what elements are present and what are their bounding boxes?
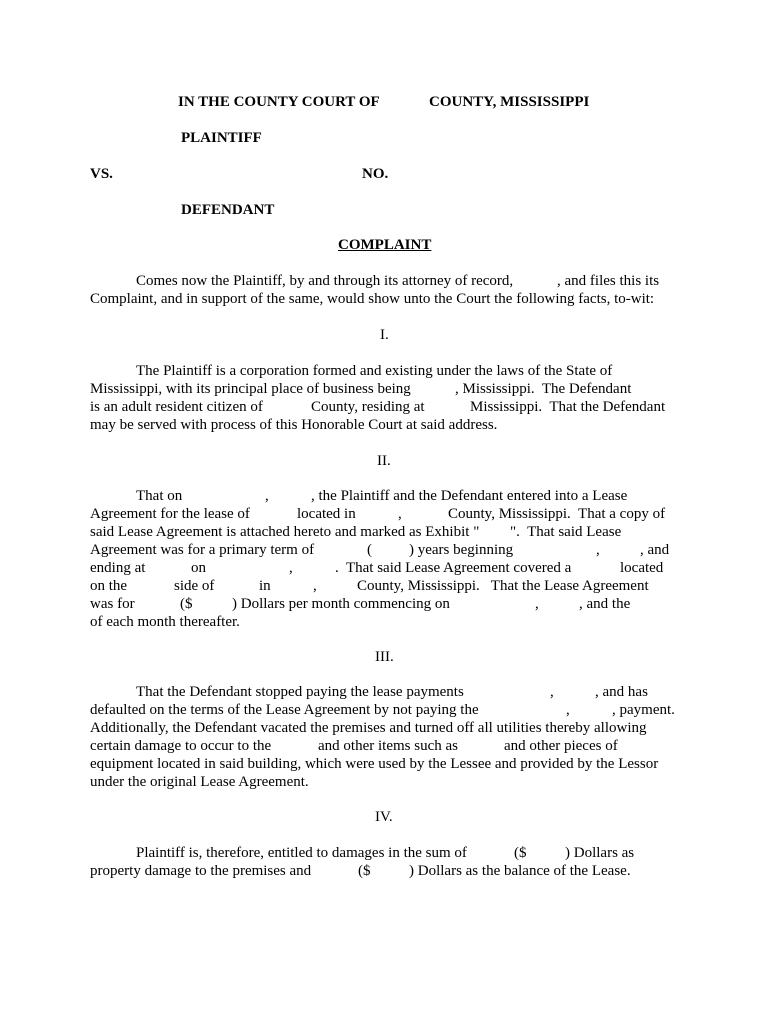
text-line: , and the xyxy=(579,596,631,612)
text-line: ) Dollars as xyxy=(565,845,635,861)
text-line: located xyxy=(620,560,664,576)
text-line: and other items such as xyxy=(318,738,458,754)
text-line: Complaint, and in support of the same, would show unto the Court the following facts, to-wit: xyxy=(90,291,655,307)
text-line: ) Dollars as the balance of the Lease. xyxy=(409,863,631,879)
text-line: The Plaintiff is a corporation formed and existing under the laws of the State of xyxy=(136,363,613,379)
text-line: ) Dollars per month commencing on xyxy=(232,596,450,612)
section-heading-2: II. xyxy=(377,453,391,469)
text-line: Comes now the Plaintiff, by and through its attorney of record, xyxy=(136,273,514,289)
text-line: , xyxy=(596,542,600,558)
text-line: , and has xyxy=(595,684,648,700)
section-heading-3: III. xyxy=(375,649,394,665)
text-line: of each month thereafter. xyxy=(90,614,240,630)
text-line: , xyxy=(313,578,317,594)
text-line: , Mississippi. The Defendant xyxy=(455,381,632,397)
text-line: ending at xyxy=(90,560,146,576)
case-number-label: NO. xyxy=(362,166,389,182)
text-line: County, residing at xyxy=(311,399,425,415)
text-line: defaulted on the terms of the Lease Agreement by not paying the xyxy=(90,702,479,718)
text-line: ($ xyxy=(514,845,527,861)
section-heading-1: I. xyxy=(380,327,389,343)
document-title: COMPLAINT xyxy=(338,237,432,253)
vs-label: VS. xyxy=(90,166,113,182)
text-line: ". That said Lease xyxy=(510,524,622,540)
text-line: , xyxy=(265,488,269,504)
text-line: under the original Lease Agreement. xyxy=(90,774,309,790)
plaintiff-label: PLAINTIFF xyxy=(181,130,262,146)
text-line: That on xyxy=(136,488,183,504)
text-line: , payment. xyxy=(612,702,675,718)
text-line: side of xyxy=(174,578,215,594)
court-label: IN THE COUNTY COURT OF xyxy=(178,94,380,110)
text-line: may be served with process of this Honorable Court at said address. xyxy=(90,417,498,433)
text-line: on the xyxy=(90,578,128,594)
defendant-label: DEFENDANT xyxy=(181,202,275,218)
text-line: , xyxy=(535,596,539,612)
text-line: County, Mississippi. That a copy of xyxy=(448,506,666,522)
text-line: Plaintiff is, therefore, entitled to damages in the sum of xyxy=(136,845,467,861)
text-line: Additionally, the Defendant vacated the premises and turned off all utilities thereby allowing xyxy=(90,720,647,736)
text-line: property damage to the premises and xyxy=(90,863,312,879)
text-line: , xyxy=(566,702,570,718)
text-line: certain damage to occur to the xyxy=(90,738,272,754)
text-line: located in xyxy=(297,506,356,522)
text-line: ) years beginning xyxy=(409,542,514,558)
text-line: in xyxy=(259,578,271,594)
text-line: That the Defendant stopped paying the lease payments xyxy=(136,684,464,700)
text-line: Mississippi, with its principal place of business being xyxy=(90,381,411,397)
text-line: , xyxy=(398,506,402,522)
text-line: , the Plaintiff and the Defendant entered into a Lease xyxy=(311,488,628,504)
text-line: Agreement for the lease of xyxy=(90,506,250,522)
text-line: , and files this its xyxy=(557,273,660,289)
county-label: COUNTY, MISSISSIPPI xyxy=(429,94,590,110)
text-line: ( xyxy=(367,542,372,558)
text-line: was for xyxy=(90,596,135,612)
text-line: ($ xyxy=(358,863,371,879)
text-line: , and xyxy=(640,542,670,558)
text-line: . That said Lease Agreement covered a xyxy=(335,560,572,576)
section-heading-4: IV. xyxy=(375,809,393,825)
text-line: on xyxy=(191,560,206,576)
text-line: , xyxy=(289,560,293,576)
text-line: Agreement was for a primary term of xyxy=(90,542,315,558)
text-line: equipment located in said building, which were used by the Lessee and provided by the Lessor xyxy=(90,756,659,772)
text-line: Mississippi. That the Defendant xyxy=(470,399,666,415)
text-line: County, Mississippi. That the Lease Agreement xyxy=(357,578,649,594)
text-line: said Lease Agreement is attached hereto and marked as Exhibit " xyxy=(90,524,480,540)
text-line: is an adult resident citizen of xyxy=(90,399,263,415)
text-line: , xyxy=(550,684,554,700)
text-line: ($ xyxy=(180,596,193,612)
text-line: and other pieces of xyxy=(504,738,618,754)
